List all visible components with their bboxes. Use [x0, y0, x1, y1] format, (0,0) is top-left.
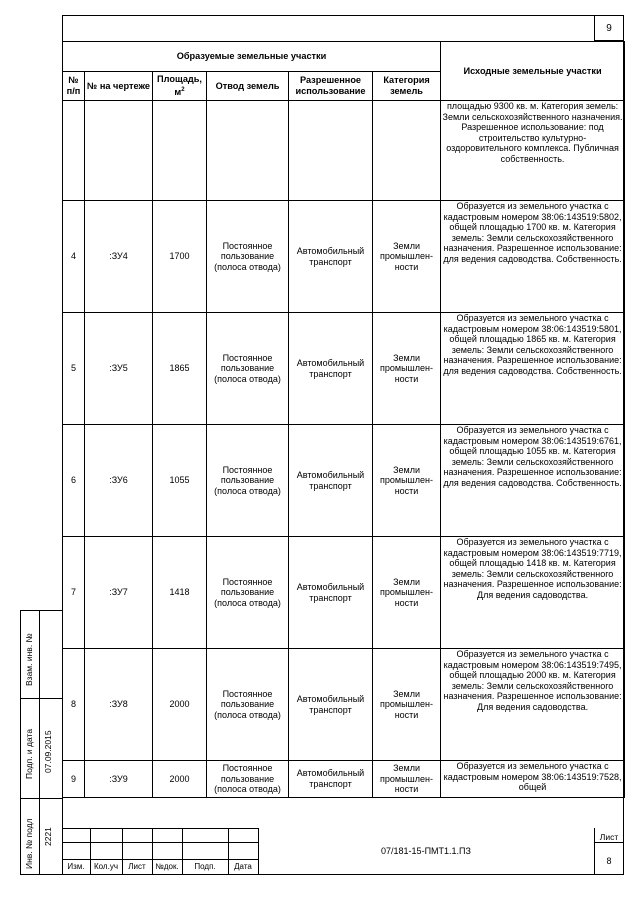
label-vzam-inv: Взам. инв. № — [24, 633, 34, 686]
col-category-header: Категория земель — [373, 72, 441, 101]
side-stamp — [20, 610, 62, 875]
cell-allotment: Постоянное пользование (полоса отвода) — [207, 313, 289, 425]
cell-plan: :ЗУ7 — [85, 537, 153, 649]
cell-use: Автомобильный транспорт — [289, 425, 373, 537]
cell-source: Образуется из земельного участка с кадастровым номером 38:06:143519:7495, общей площадью 2000 кв. м. Категория земель: Земли сельскохозяйственного назначения. Разрешенное использование: Для ведения садоводства. — [441, 649, 625, 761]
cell-category: Земли промышлен-ности — [373, 537, 441, 649]
inventory-number: 2221 — [43, 827, 53, 846]
cell-use: Автомобильный транспорт — [289, 537, 373, 649]
cell-allotment: Постоянное пользование (полоса отвода) — [207, 761, 289, 798]
cell-use: Автомобильный транспорт — [289, 201, 373, 313]
col-allotment-header: Отвод земель — [207, 72, 289, 101]
cell-num: 6 — [63, 425, 85, 537]
title-block — [62, 797, 624, 875]
table-row — [63, 761, 625, 798]
cell-source: Образуется из земельного участка с кадастровым номером 38:06:143519:6761, общей площадью 1055 кв. м. Категория земель: Земли сельскохозяйственного назначения. Разрешенное использование: для ведения садоводства. Собственность. — [441, 425, 625, 537]
table-row — [63, 201, 625, 313]
cell-category: Земли промышлен-ности — [373, 761, 441, 798]
table-row — [63, 649, 625, 761]
cell-plan: :ЗУ9 — [85, 761, 153, 798]
stamp-label-podp: Подп. — [194, 862, 216, 871]
cell-source: Образуется из земельного участка с кадастровым номером 38:06:143519:5802, общей площадью 1700 кв. м. Категория земель: Земли сельскохозяйственного назначения. Разрешенное использование: для ведения садоводства. Собственность. — [441, 201, 625, 313]
cell-allotment: Постоянное пользование (полоса отвода) — [207, 425, 289, 537]
table-row — [63, 537, 625, 649]
cell-use: Автомобильный транспорт — [289, 649, 373, 761]
stamp-label-ndok: №док. — [155, 862, 179, 871]
col-plan-header: № на чертеже — [85, 72, 153, 101]
source-continuation: площадью 9300 кв. м. Категория земель: Земли сельскохозяйственного назначения. Разрешенное использование: под строительство культурно-оздоровительного комплекса. Публичная собственность. — [441, 101, 625, 201]
table-row — [63, 101, 625, 201]
cell-plan: :ЗУ6 — [85, 425, 153, 537]
sheet-label: Лист — [599, 832, 619, 842]
col-use-header: Разрешенное использование — [289, 72, 373, 101]
cell-allotment: Постоянное пользование (полоса отвода) — [207, 649, 289, 761]
cell-category: Земли промышлен-ности — [373, 313, 441, 425]
cell-num: 7 — [63, 537, 85, 649]
cell-category: Земли промышлен-ности — [373, 201, 441, 313]
group-header: Образуемые земельные участки — [63, 42, 441, 72]
source-header: Исходные земельные участки — [441, 42, 625, 101]
sheet-number: 8 — [606, 856, 612, 866]
cell-source: Образуется из земельного участка с кадастровым номером 38:06:143519:7528, общей — [441, 761, 625, 798]
cell-use: Автомобильный транспорт — [289, 313, 373, 425]
cell-area: 2000 — [153, 649, 207, 761]
cell-plan: :ЗУ5 — [85, 313, 153, 425]
cell-area: 1055 — [153, 425, 207, 537]
table-row — [63, 425, 625, 537]
cell-area: 1700 — [153, 201, 207, 313]
stamp-label-izm: Изм. — [67, 862, 85, 871]
cell-area: 1865 — [153, 313, 207, 425]
cell-source: Образуется из земельного участка с кадастровым номером 38:06:143519:7719, общей площадью 1418 кв. м. Категория земель: Земли сельскохозяйственного назначения. Разрешенное использование: Для ведения садоводства. — [441, 537, 625, 649]
table-row — [63, 313, 625, 425]
cell-num: 8 — [63, 649, 85, 761]
cell-area: 2000 — [153, 761, 207, 798]
cell-plan: :ЗУ8 — [85, 649, 153, 761]
cell-num: 9 — [63, 761, 85, 798]
document-code: 07/181-15-ПМТ1.1.ПЗ — [381, 846, 471, 856]
label-podp-data: Подп. и дата — [24, 728, 34, 779]
cell-category: Земли промышлен-ности — [373, 649, 441, 761]
col-num-header: № п/п — [63, 72, 85, 101]
top-page-number: 9 — [594, 15, 624, 41]
cell-num: 5 — [63, 313, 85, 425]
cell-plan: :ЗУ4 — [85, 201, 153, 313]
cell-use: Автомобильный транспорт — [289, 761, 373, 798]
cell-area: 1418 — [153, 537, 207, 649]
cell-category: Земли промышлен-ности — [373, 425, 441, 537]
stamp-label-data: Дата — [234, 862, 252, 871]
cell-allotment: Постоянное пользование (полоса отвода) — [207, 201, 289, 313]
stamp-label-koluch: Кол.уч — [94, 862, 118, 871]
cell-allotment: Постоянное пользование (полоса отвода) — [207, 537, 289, 649]
col-area-header: Площадь, $м^2$ — [153, 72, 207, 101]
signature-date: 07.09.2015 — [43, 730, 53, 773]
cell-num: 4 — [63, 201, 85, 313]
label-inv-podl: Инв. № подл — [24, 818, 34, 869]
cell-source: Образуется из земельного участка с кадастровым номером 38:06:143519:5801, общей площадью 1865 кв. м. Категория земель: Земли сельскохозяйственного назначения. Разрешенное использование: для ведения садоводства. Собственность. — [441, 313, 625, 425]
land-plots-table — [62, 41, 625, 798]
stamp-label-list: Лист — [128, 862, 146, 871]
